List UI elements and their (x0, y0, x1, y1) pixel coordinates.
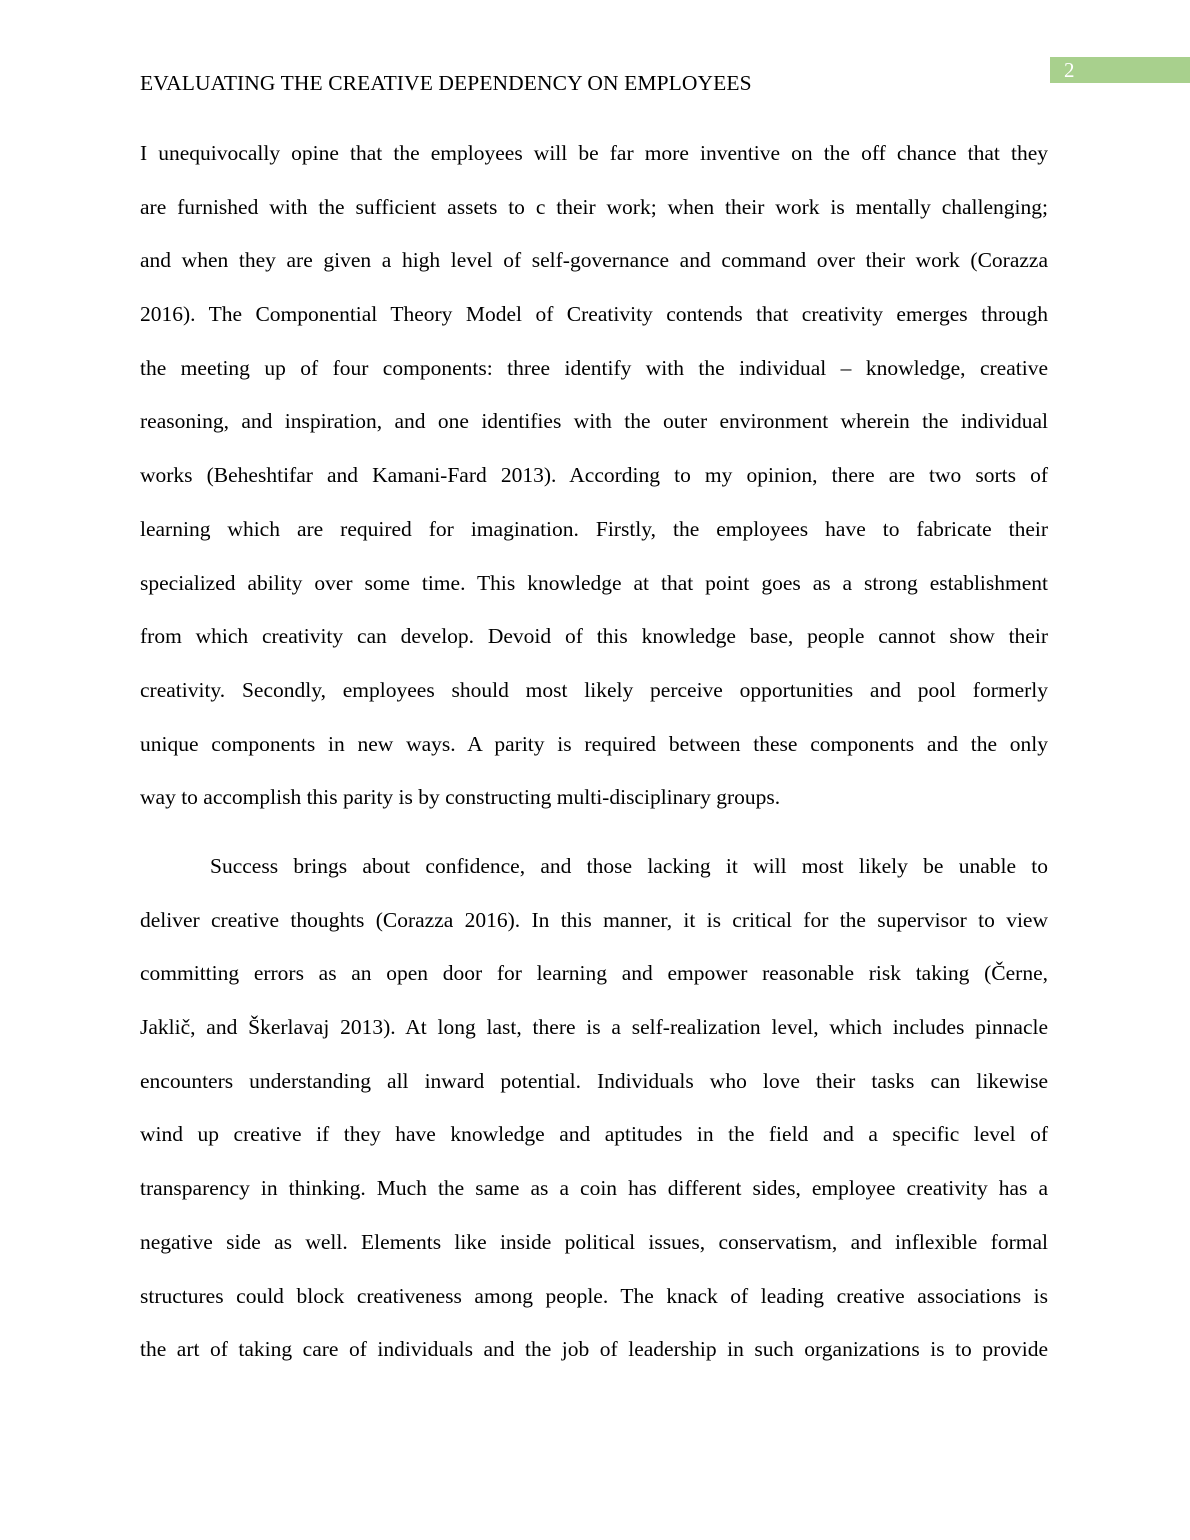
text-line: Jaklič, and Škerlavaj 2013). At long last, there is a self-realization level, which includes pinnacle (140, 1015, 1048, 1040)
text-line: deliver creative thoughts (Corazza 2016). In this manner, it is critical for the supervisor to view (140, 907, 1048, 932)
text-line: committing errors as an open door for learning and empower reasonable risk taking (Černe, (140, 961, 1048, 986)
page-number-box (1050, 57, 1190, 83)
text-line: way to accomplish this parity is by constructing multi-disciplinary groups. (140, 785, 781, 810)
text-line: reasoning, and inspiration, and one identifies with the outer environment wherein the individual (140, 409, 1048, 434)
running-head: EVALUATING THE CREATIVE DEPENDENCY ON EMPLOYEES (140, 71, 752, 95)
page-number: 2 (1064, 58, 1075, 82)
body-paragraph-1 (140, 127, 1048, 825)
text-line: negative side as well. Elements like inside political issues, conservatism, and inflexible formal (140, 1229, 1048, 1254)
text-line: the art of taking care of individuals and the job of leadership in such organizations is to provide (140, 1337, 1048, 1362)
text-line: and when they are given a high level of self-governance and command over their work (Corazza (140, 248, 1048, 273)
text-line: works (Beheshtifar and Kamani-Fard 2013). According to my opinion, there are two sorts of (140, 463, 1048, 488)
text-line: the meeting up of four components: three identify with the individual – knowledge, creative (140, 355, 1048, 380)
body-paragraph-2 (140, 840, 1048, 1377)
text-line: transparency in thinking. Much the same as a coin has different sides, employee creativity has a (140, 1176, 1048, 1201)
text-line: encounters understanding all inward potential. Individuals who love their tasks can likewise (140, 1068, 1048, 1093)
text-line: learning which are required for imagination. Firstly, the employees have to fabricate their (140, 516, 1048, 541)
text-line: structures could block creativeness among people. The knack of leading creative associations is (140, 1283, 1048, 1308)
text-line: 2016). The Componential Theory Model of Creativity contends that creativity emerges through (140, 302, 1048, 327)
text-line: are furnished with the sufficient assets to c their work; when their work is mentally challenging; (140, 194, 1048, 219)
text-line: specialized ability over some time. This knowledge at that point goes as a strong establishment (140, 570, 1048, 595)
text-line: I unequivocally opine that the employees will be far more inventive on the off chance that they (140, 141, 1048, 165)
text-line: creativity. Secondly, employees should most likely perceive opportunities and pool formerly (140, 677, 1048, 702)
text-line: from which creativity can develop. Devoid of this knowledge base, people cannot show their (140, 624, 1048, 649)
text-line: unique components in new ways. A parity is required between these components and the only (140, 731, 1048, 756)
text-line: wind up creative if they have knowledge and aptitudes in the field and a specific level of (140, 1122, 1048, 1147)
text-line: Success brings about confidence, and those lacking it will most likely be unable to (210, 854, 1048, 878)
